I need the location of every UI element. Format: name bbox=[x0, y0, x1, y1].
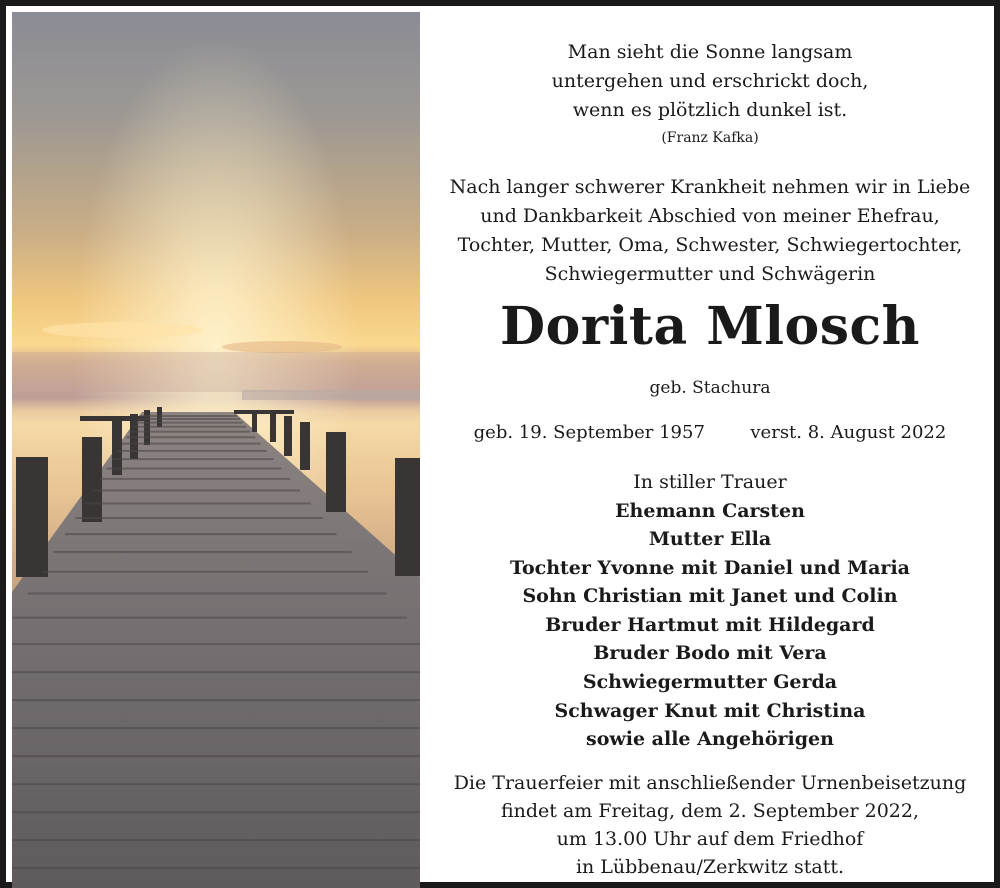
quote-line: untergehen und erschrickt doch, bbox=[551, 70, 869, 92]
mourner-name: Mutter Ella bbox=[648, 528, 772, 550]
deceased-name: Dorita Mlosch bbox=[500, 296, 920, 357]
ceremony-line: in Lübbenau/Zerkwitz statt. bbox=[575, 856, 845, 878]
ceremony-line: um 13.00 Uhr auf dem Friedhof bbox=[556, 828, 864, 850]
quote-author: (Franz Kafka) bbox=[661, 130, 759, 146]
pier-sunset-image bbox=[12, 12, 420, 888]
mourners-heading: In stiller Trauer bbox=[633, 471, 787, 493]
mourner-name: Tochter Yvonne mit Daniel und Maria bbox=[510, 557, 910, 579]
intro-line: Tochter, Mutter, Oma, Schwester, Schwiegertochter, bbox=[457, 234, 963, 256]
birth-date: geb. 19. September 1957 bbox=[473, 422, 705, 443]
ceremony-line: findet am Freitag, dem 2. September 2022, bbox=[500, 800, 920, 822]
quote-line: Man sieht die Sonne langsam bbox=[567, 41, 853, 63]
maiden-name: geb. Stachura bbox=[649, 378, 771, 398]
intro-line: Schwiegermutter und Schwägerin bbox=[544, 263, 876, 285]
ceremony-line: Die Trauerfeier mit anschließender Urnenbeisetzung bbox=[453, 772, 967, 794]
mourner-name: sowie alle Angehörigen bbox=[586, 728, 834, 750]
mourner-name: Bruder Bodo mit Vera bbox=[593, 642, 827, 664]
quote-line: wenn es plötzlich dunkel ist. bbox=[572, 99, 848, 121]
mourner-name: Sohn Christian mit Janet und Colin bbox=[522, 585, 898, 607]
mourner-name: Bruder Hartmut mit Hildegard bbox=[545, 614, 875, 636]
intro-line: und Dankbarkeit Abschied von meiner Ehefrau, bbox=[480, 205, 940, 227]
mourner-name: Schwiegermutter Gerda bbox=[582, 671, 838, 693]
life-dates bbox=[420, 422, 1000, 443]
obituary-text bbox=[420, 12, 1000, 888]
death-date: verst. 8. August 2022 bbox=[750, 422, 947, 443]
intro-line: Nach langer schwerer Krankheit nehmen wir in Liebe bbox=[449, 176, 971, 198]
mourner-name: Schwager Knut mit Christina bbox=[554, 700, 866, 722]
mourner-name: Ehemann Carsten bbox=[615, 500, 805, 522]
